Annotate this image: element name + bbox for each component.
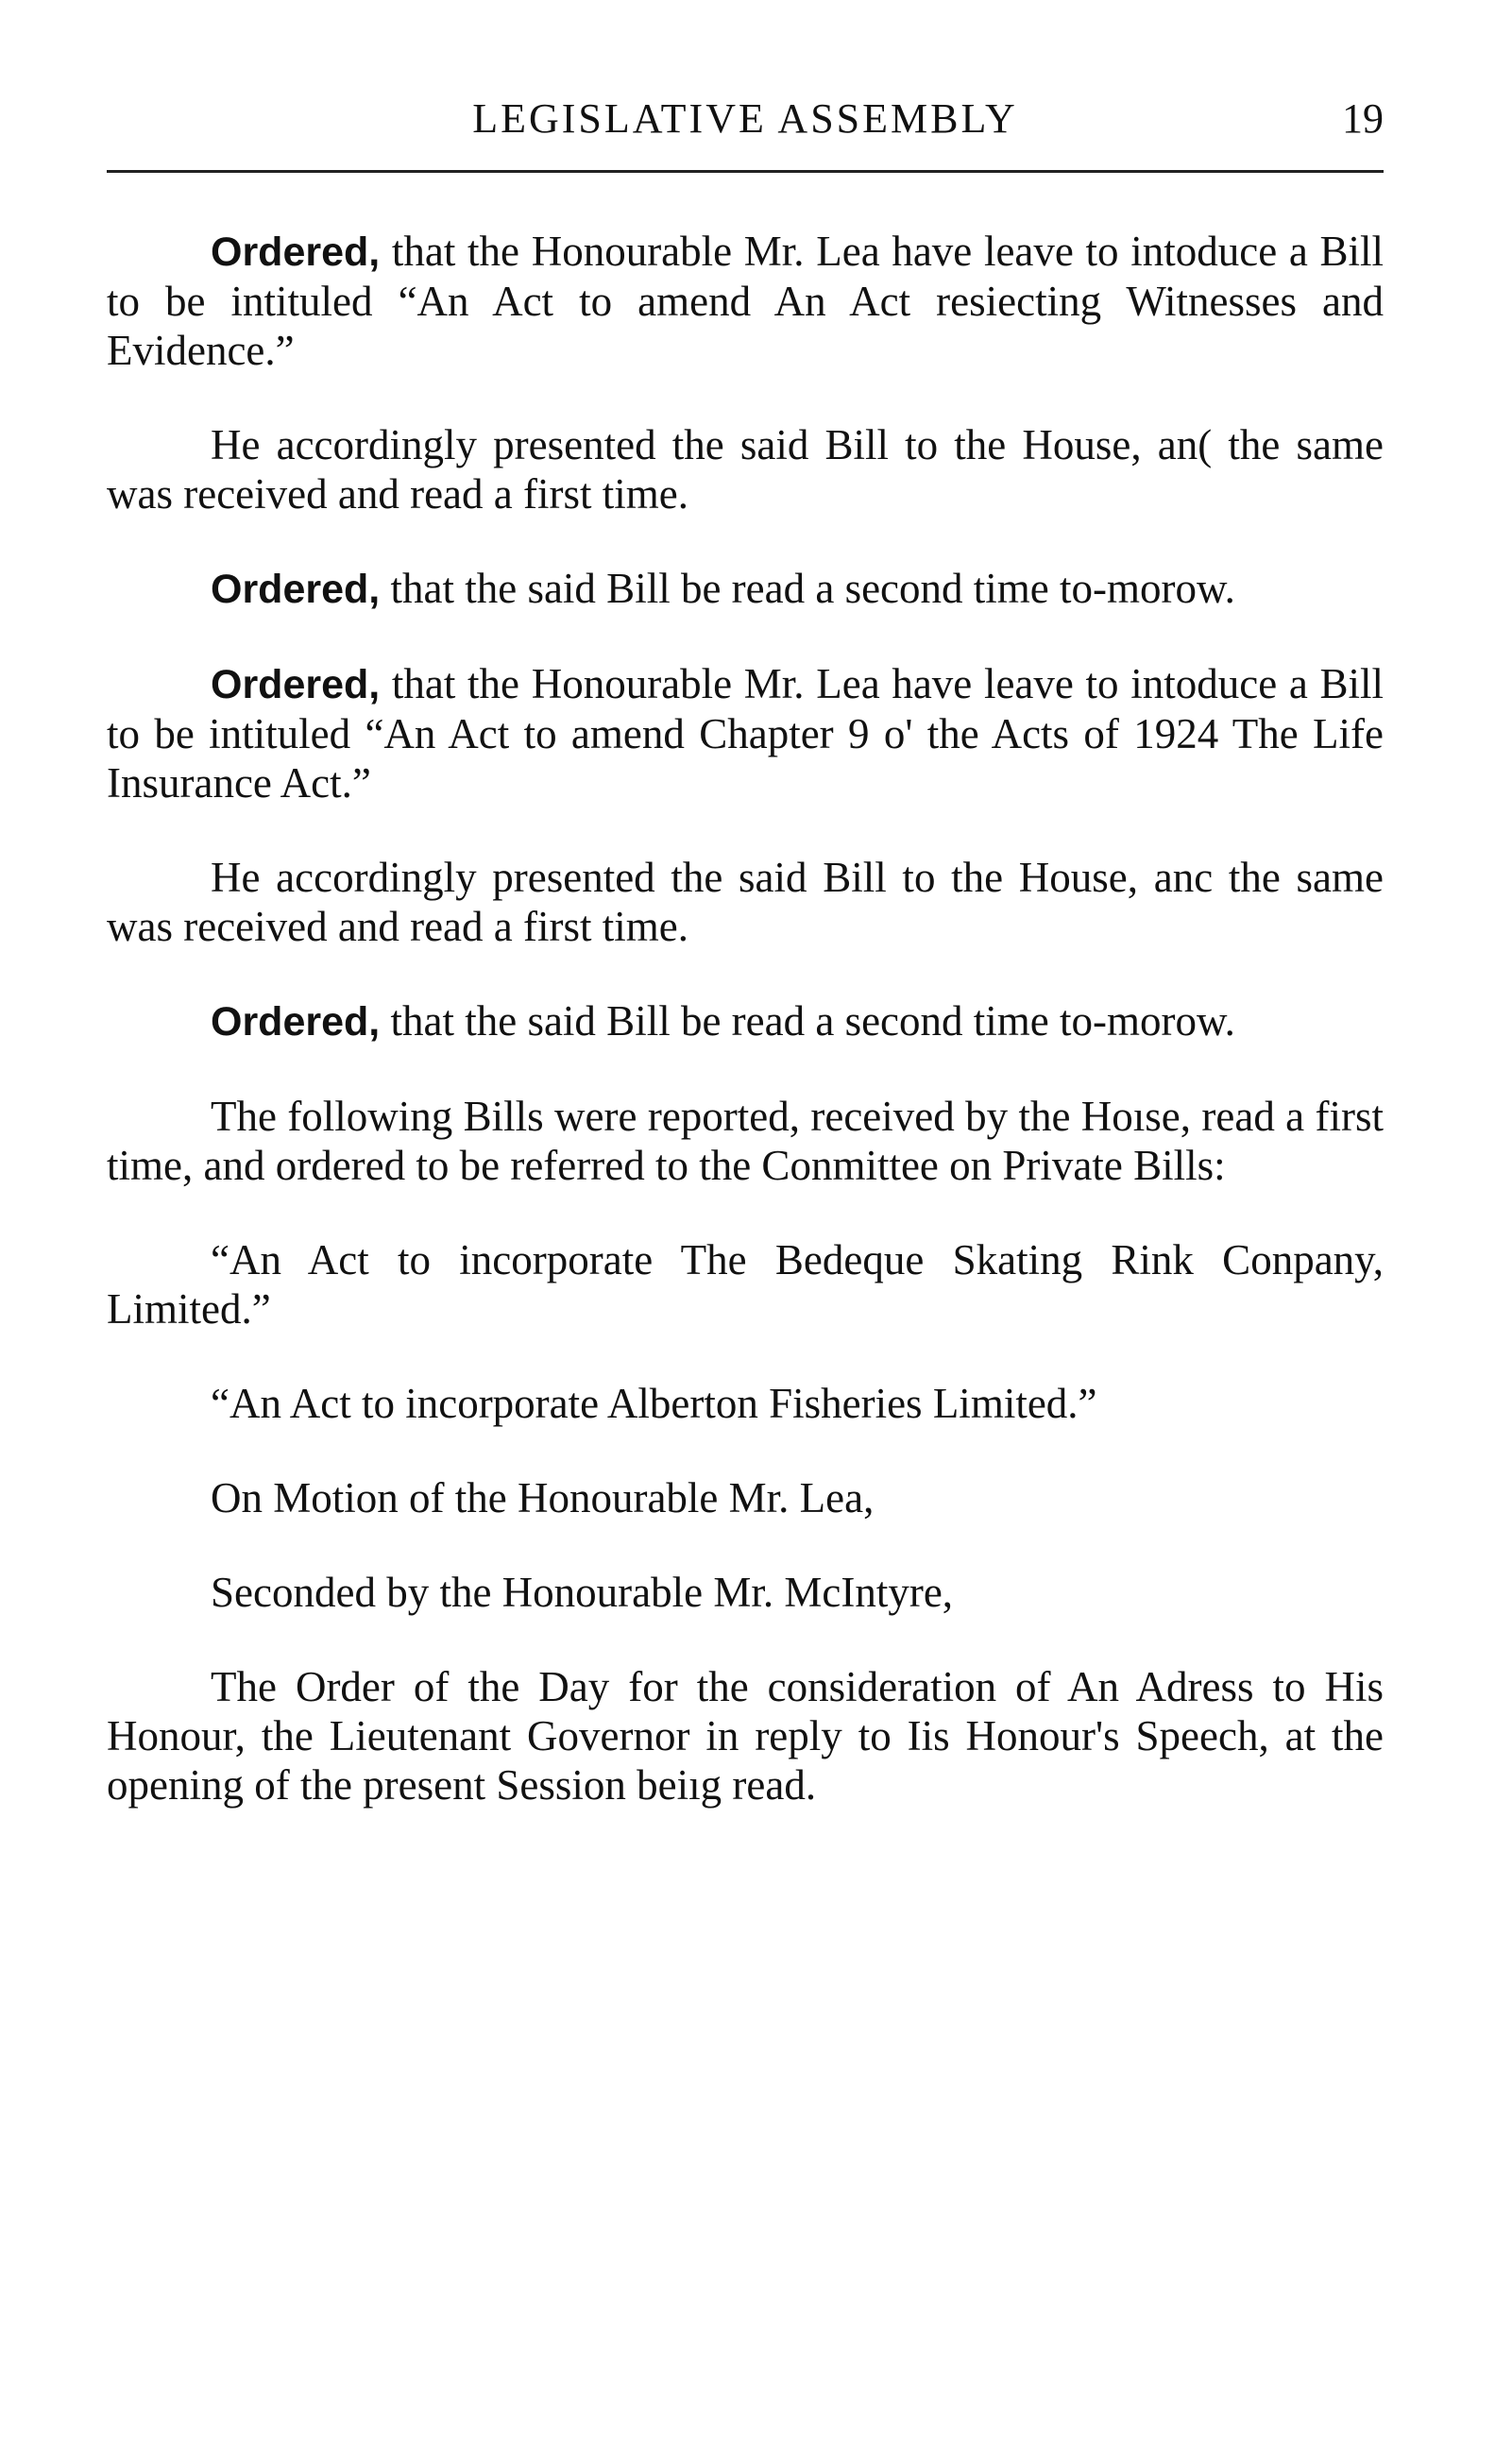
document-page — [107, 85, 1384, 1809]
paragraph-ordered-bill-life-insurance — [107, 659, 1384, 807]
paragraph-ordered-second-reading — [107, 564, 1384, 614]
paragraph-ordered-second-reading — [107, 996, 1384, 1046]
paragraph-motion — [107, 1473, 1384, 1522]
paragraph-text: He accordingly presented the said Bill to the House, an( the same was received and read a first time. — [107, 421, 1384, 518]
paragraph-text: that the Honourable Mr. Lea have leave to intoduce a Bill to be intituled “An Act to amend Chapter 9 o' the Acts of 1924 The Life Insurance Act.” — [107, 660, 1384, 807]
running-header — [107, 85, 1384, 151]
header-rule — [107, 170, 1384, 173]
paragraph-text: that the Honourable Mr. Lea have leave to intoduce a Bill to be intituled “An Act to amend An Act resiecting Witnesses and Evidence.” — [107, 228, 1384, 374]
paragraph-lead: Ordered, — [211, 229, 381, 275]
paragraph-text: He accordingly presented the said Bill to the House, anc the same was received and read a first time. — [107, 854, 1384, 950]
paragraph-presented-first-time — [107, 853, 1384, 951]
paragraph-ordered-bill-witnesses — [107, 227, 1384, 375]
paragraph-text: that the said Bill be read a second time to-morow. — [380, 565, 1235, 612]
paragraph-text: that the said Bill be read a second time to-morow. — [380, 997, 1235, 1045]
paragraph-bill-alberton — [107, 1379, 1384, 1428]
paragraph-text: The following Bills were reported, received by the Hoıse, read a first time, and ordered to be referred to the Conmittee on Private Bills: — [107, 1093, 1384, 1189]
running-title: LEGISLATIVE ASSEMBLY — [472, 95, 1018, 142]
paragraph-lead: Ordered, — [211, 662, 381, 707]
paragraph-bills-reported — [107, 1092, 1384, 1190]
paragraph-text: “An Act to incorporate Alberton Fisheries Limited.” — [211, 1380, 1097, 1427]
paragraph-text: The Order of the Day for the consideration of An Adress to His Honour, the Lieutenant Governor in reply to Iis Honour's Speech, at the opening of the present Session beiıg read. — [107, 1663, 1384, 1809]
paragraph-text: Seconded by the Honourable Mr. McIntyre, — [211, 1569, 954, 1616]
paragraph-seconded — [107, 1568, 1384, 1617]
paragraph-text: On Motion of the Honourable Mr. Lea, — [211, 1474, 875, 1521]
paragraph-text: “An Act to incorporate The Bedeque Skating Rink Conpany, Limited.” — [107, 1236, 1384, 1333]
paragraph-bill-bedeque — [107, 1235, 1384, 1334]
paragraph-lead: Ordered, — [211, 567, 381, 612]
paragraph-lead: Ordered, — [211, 999, 381, 1045]
paragraph-order-of-day — [107, 1662, 1384, 1810]
page-number: 19 — [1342, 95, 1384, 142]
document-body — [107, 227, 1384, 1855]
paragraph-presented-first-time — [107, 420, 1384, 518]
